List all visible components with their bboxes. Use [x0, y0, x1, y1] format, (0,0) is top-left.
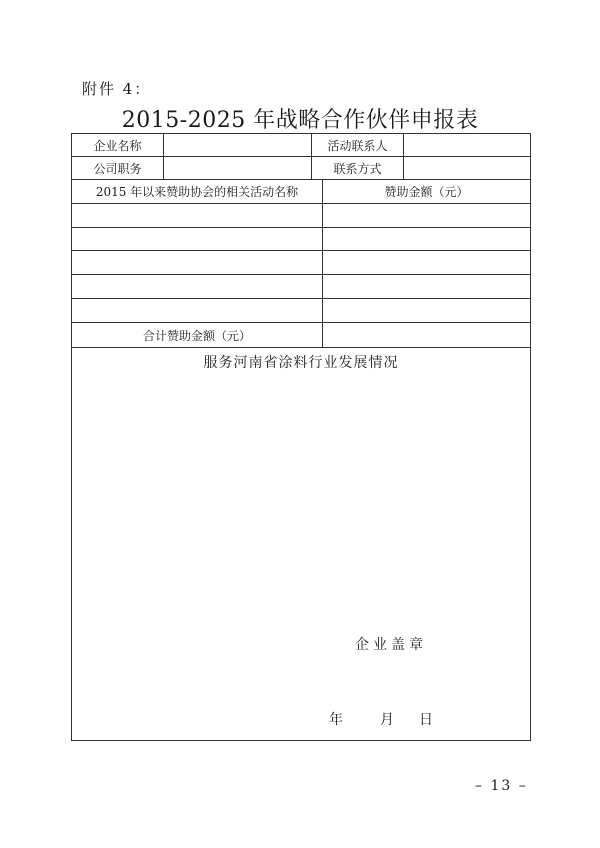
amount-field[interactable] [322, 204, 530, 227]
amount-field[interactable] [322, 299, 530, 322]
activity-name-header: 2015 年以来赞助协会的相关活动名称 [95, 185, 299, 199]
sponsorship-entry-row [72, 299, 530, 323]
position-field[interactable] [163, 157, 311, 179]
form-title: 2015-2025 年战略合作伙伴申报表 [121, 108, 479, 133]
company-seal-label: 企业盖章 [355, 637, 427, 653]
service-section-title: 服务河南省涂料行业发展情况 [203, 355, 399, 371]
amount-field[interactable] [322, 251, 530, 274]
sponsorship-entry-row [72, 204, 530, 228]
total-amount-label: 合计赞助金额（元） [142, 328, 251, 343]
total-amount-field[interactable] [322, 323, 530, 347]
contact-person-field[interactable] [403, 134, 530, 156]
sponsorship-header-row [72, 180, 530, 204]
position-row [72, 157, 530, 180]
date-day-label: 日 [419, 712, 433, 728]
position-label: 公司职务 [93, 161, 142, 176]
page-number: – 13 – [475, 778, 528, 794]
sponsorship-entry-row [72, 251, 530, 275]
activity-name-field[interactable] [72, 204, 322, 227]
date-month-label: 月 [380, 712, 394, 728]
activity-name-field[interactable] [72, 251, 322, 274]
amount-header: 赞助金额（元） [322, 180, 530, 203]
amount-field[interactable] [322, 228, 530, 250]
contact-method-label: 联系方式 [311, 157, 403, 179]
attachment-label: 附件 4： [82, 80, 152, 98]
sponsorship-entry-row [72, 228, 530, 251]
service-description-field[interactable] [72, 374, 530, 624]
contact-person-label: 活动联系人 [311, 134, 403, 156]
amount-field[interactable] [322, 275, 530, 298]
total-row [72, 323, 530, 348]
application-form [71, 133, 531, 741]
activity-name-field[interactable] [72, 275, 322, 298]
activity-name-field[interactable] [72, 228, 322, 250]
sponsorship-entry-row [72, 275, 530, 299]
company-name-row [72, 134, 530, 157]
activity-name-field[interactable] [72, 299, 322, 322]
company-name-field[interactable] [163, 134, 311, 156]
company-name-label: 企业名称 [93, 138, 142, 153]
contact-method-field[interactable] [403, 157, 530, 179]
date-year-label: 年 [329, 712, 343, 728]
